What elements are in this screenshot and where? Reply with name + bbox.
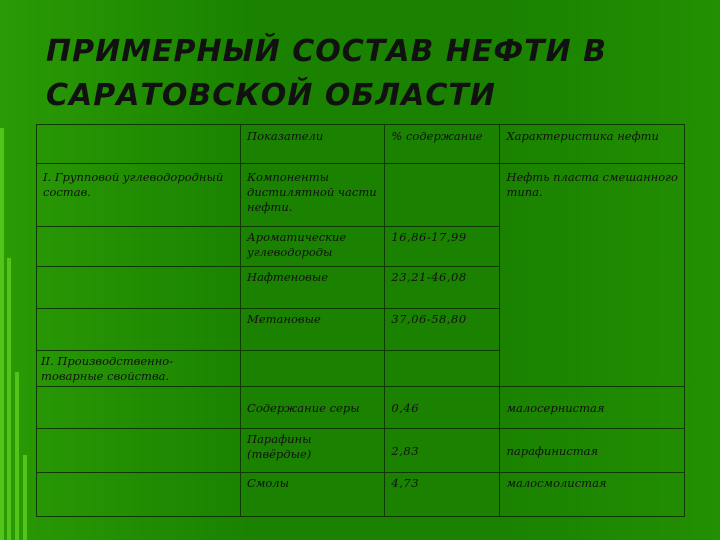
empty-cell [385, 351, 500, 387]
row-characteristic: малосернистая [500, 387, 685, 429]
header-characteristic: Характеристика нефти [500, 125, 685, 164]
table-row [37, 164, 685, 227]
section-label-2: II. Производственно-товарные свойства. [37, 351, 241, 387]
empty-cell [241, 351, 385, 387]
row-value: 37,06-58,80 [385, 309, 500, 351]
characteristic-cell: Нефть пласта смешанного типа. [500, 164, 685, 387]
empty-cell [37, 267, 241, 309]
table-row [37, 429, 685, 473]
row-value: 23,21-46,08 [385, 267, 500, 309]
row-name: Ароматические углеводороды [241, 227, 385, 267]
decorative-bar [0, 128, 4, 540]
decorative-bar [23, 455, 27, 540]
row-value: 16,86-17,99 [385, 227, 500, 267]
row-name: Смолы [241, 473, 385, 517]
empty-cell [37, 429, 241, 473]
slide-title: ПРИМЕРНЫЙ СОСТАВ НЕФТИ В САРАТОВСКОЙ ОБЛАСТИ [46, 34, 608, 113]
decorative-bar [15, 372, 19, 540]
table-row [37, 473, 685, 517]
header-row [37, 125, 685, 164]
row-value: 2,83 [385, 429, 500, 473]
row-value [385, 164, 500, 227]
row-characteristic: парафинистая [500, 429, 685, 473]
row-name: Парафины (твёрдые) [241, 429, 385, 473]
empty-cell [37, 227, 241, 267]
header-indicators: Показатели [241, 125, 385, 164]
empty-cell [37, 387, 241, 429]
empty-cell [37, 309, 241, 351]
empty-cell [37, 473, 241, 517]
row-name: Компоненты дистилятной части нефти. [241, 164, 385, 227]
row-characteristic: малосмолистая [500, 473, 685, 517]
decorative-bar [7, 258, 11, 540]
composition-table [36, 124, 685, 517]
row-value: 0,46 [385, 387, 500, 429]
row-name: Нафтеновые [241, 267, 385, 309]
header-empty-cell [37, 125, 241, 164]
header-percent: % содержание [385, 125, 500, 164]
row-name: Метановые [241, 309, 385, 351]
row-name: Содержание серы [241, 387, 385, 429]
table-row [37, 387, 685, 429]
row-value: 4,73 [385, 473, 500, 517]
section-label-1: I. Групповой углеводородный состав. [37, 164, 241, 227]
